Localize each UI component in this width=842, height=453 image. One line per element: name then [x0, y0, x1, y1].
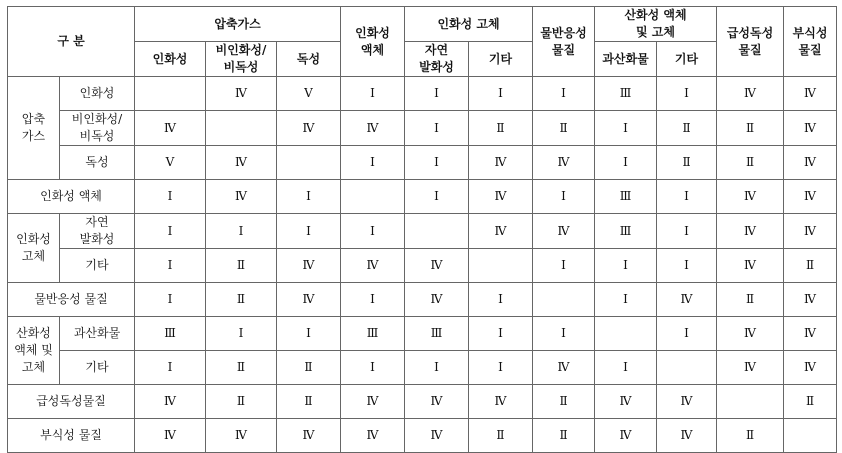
table-cell: Ⅰ: [595, 111, 657, 146]
acute-toxic-header: 급성독성 물질: [717, 7, 784, 77]
table-cell: Ⅰ: [533, 180, 595, 214]
table-cell: Ⅳ: [341, 419, 405, 453]
category-header: 구 분: [8, 7, 135, 77]
group-label: 물반응성 물질: [8, 283, 135, 317]
table-cell: Ⅱ: [206, 351, 277, 385]
table-cell: Ⅰ: [135, 249, 206, 283]
group-label: 압축 가스: [8, 77, 60, 180]
table-row: [8, 419, 837, 453]
table-cell: Ⅳ: [784, 283, 837, 317]
table-cell: Ⅳ: [469, 180, 533, 214]
table-cell: Ⅰ: [469, 77, 533, 111]
table-cell: Ⅳ: [469, 385, 533, 419]
table-cell: Ⅰ: [135, 180, 206, 214]
table-cell: Ⅰ: [206, 214, 277, 249]
table-cell: Ⅳ: [277, 419, 341, 453]
table-cell: Ⅰ: [657, 214, 717, 249]
table-row: [8, 249, 837, 283]
table-cell: Ⅳ: [657, 419, 717, 453]
table-cell: [533, 283, 595, 317]
table-cell: Ⅲ: [595, 77, 657, 111]
table-cell: Ⅳ: [405, 283, 469, 317]
sub-header-other2: 기타: [657, 42, 717, 77]
table-cell: Ⅰ: [533, 317, 595, 351]
table-cell: Ⅳ: [533, 214, 595, 249]
table-cell: Ⅰ: [206, 317, 277, 351]
table-cell: Ⅰ: [405, 146, 469, 180]
table-cell: Ⅰ: [657, 180, 717, 214]
table-cell: Ⅱ: [206, 283, 277, 317]
table-cell: Ⅳ: [784, 77, 837, 111]
table-cell: Ⅰ: [405, 111, 469, 146]
table-cell: [784, 419, 837, 453]
table-cell: Ⅳ: [277, 249, 341, 283]
corrosive-header: 부식성 물질: [784, 7, 837, 77]
table-cell: Ⅱ: [657, 111, 717, 146]
table-cell: Ⅱ: [533, 419, 595, 453]
flammable-solid-header: 인화성 고체: [405, 7, 533, 42]
sub-header-toxic: 독성: [277, 42, 341, 77]
table-cell: Ⅱ: [206, 385, 277, 419]
table-cell: Ⅳ: [206, 146, 277, 180]
header-row-1: [8, 7, 837, 42]
sub-header-flammable: 인화성: [135, 42, 206, 77]
table-cell: Ⅳ: [595, 385, 657, 419]
table-cell: Ⅱ: [657, 146, 717, 180]
table-cell: Ⅱ: [533, 111, 595, 146]
compatibility-table: [7, 6, 837, 453]
table-row: [8, 317, 837, 351]
table-cell: Ⅲ: [135, 317, 206, 351]
table-cell: Ⅰ: [469, 317, 533, 351]
table-cell: Ⅳ: [135, 419, 206, 453]
table-cell: Ⅱ: [784, 385, 837, 419]
table-cell: Ⅳ: [784, 146, 837, 180]
table-cell: Ⅰ: [135, 214, 206, 249]
table-cell: Ⅰ: [341, 77, 405, 111]
table-cell: Ⅲ: [595, 180, 657, 214]
table-cell: [595, 317, 657, 351]
table-cell: Ⅱ: [784, 249, 837, 283]
table-cell: Ⅰ: [341, 214, 405, 249]
oxidizer-header: 산화성 액체 및 고체: [595, 7, 717, 42]
table-cell: Ⅰ: [469, 283, 533, 317]
group-label: 인화성 고체: [8, 214, 60, 283]
table-cell: Ⅳ: [277, 283, 341, 317]
table-cell: Ⅳ: [405, 385, 469, 419]
table-cell: Ⅰ: [469, 351, 533, 385]
table-cell: [405, 214, 469, 249]
water-reactive-header: 물반응성 물질: [533, 7, 595, 77]
table-row: [8, 283, 837, 317]
table-row: [8, 77, 837, 111]
table-cell: Ⅳ: [717, 351, 784, 385]
table-cell: Ⅴ: [277, 77, 341, 111]
table-cell: Ⅳ: [206, 419, 277, 453]
table-cell: [469, 249, 533, 283]
group-label: 부식성 물질: [8, 419, 135, 453]
table-cell: Ⅳ: [135, 111, 206, 146]
row-label: 기타: [60, 351, 135, 385]
table-cell: Ⅰ: [533, 249, 595, 283]
table-cell: Ⅰ: [341, 146, 405, 180]
table-row: [8, 385, 837, 419]
table-cell: Ⅴ: [135, 146, 206, 180]
table-cell: Ⅳ: [595, 419, 657, 453]
table-cell: Ⅳ: [657, 385, 717, 419]
table-cell: Ⅳ: [277, 111, 341, 146]
sub-header-nonflammable: 비인화성/ 비독성: [206, 42, 277, 77]
table-row: [8, 180, 837, 214]
table-cell: Ⅰ: [595, 249, 657, 283]
table-cell: Ⅰ: [595, 351, 657, 385]
table-cell: Ⅳ: [135, 385, 206, 419]
row-label: 기타: [60, 249, 135, 283]
table-cell: Ⅲ: [341, 317, 405, 351]
table-cell: Ⅳ: [533, 351, 595, 385]
table-cell: [206, 111, 277, 146]
table-cell: [341, 180, 405, 214]
table-cell: Ⅲ: [405, 317, 469, 351]
table-cell: Ⅰ: [657, 317, 717, 351]
table-cell: Ⅳ: [206, 77, 277, 111]
table-cell: Ⅲ: [595, 214, 657, 249]
table-cell: Ⅰ: [657, 77, 717, 111]
table-cell: Ⅱ: [717, 146, 784, 180]
table-cell: Ⅰ: [405, 77, 469, 111]
row-label: 과산화물: [60, 317, 135, 351]
table-row: [8, 214, 837, 249]
table-row: [8, 111, 837, 146]
row-label: 비인화성/ 비독성: [60, 111, 135, 146]
table-cell: Ⅳ: [717, 317, 784, 351]
table-cell: Ⅳ: [405, 419, 469, 453]
table-cell: Ⅱ: [206, 249, 277, 283]
table-cell: Ⅱ: [717, 111, 784, 146]
table-cell: Ⅰ: [135, 351, 206, 385]
sub-header-self-ignition: 자연 발화성: [405, 42, 469, 77]
table-cell: Ⅳ: [784, 180, 837, 214]
group-label: 급성독성물질: [8, 385, 135, 419]
table-cell: Ⅰ: [595, 283, 657, 317]
table-cell: Ⅰ: [405, 351, 469, 385]
table-cell: Ⅳ: [533, 146, 595, 180]
table-cell: Ⅳ: [784, 317, 837, 351]
table-cell: Ⅳ: [784, 111, 837, 146]
table-cell: Ⅰ: [277, 214, 341, 249]
table-cell: Ⅳ: [405, 249, 469, 283]
table-cell: [135, 77, 206, 111]
row-label: 인화성: [60, 77, 135, 111]
table-cell: Ⅳ: [341, 249, 405, 283]
table-cell: Ⅰ: [595, 146, 657, 180]
sub-header-peroxide: 과산화물: [595, 42, 657, 77]
group-label: 산화성 액체 및 고체: [8, 317, 60, 385]
table-cell: [277, 146, 341, 180]
flammable-liquid-header: 인화성 액체: [341, 7, 405, 77]
table-cell: Ⅱ: [469, 419, 533, 453]
group-label: 인화성 액체: [8, 180, 135, 214]
table-cell: Ⅱ: [533, 385, 595, 419]
table-cell: Ⅰ: [341, 283, 405, 317]
table-cell: Ⅳ: [784, 351, 837, 385]
table-cell: Ⅳ: [717, 77, 784, 111]
table-cell: Ⅳ: [341, 111, 405, 146]
table-cell: Ⅰ: [277, 317, 341, 351]
sub-header-other: 기타: [469, 42, 533, 77]
table-cell: Ⅳ: [717, 214, 784, 249]
row-label: 독성: [60, 146, 135, 180]
compressed-gas-header: 압축가스: [135, 7, 341, 42]
table-cell: Ⅱ: [469, 111, 533, 146]
row-label: 자연 발화성: [60, 214, 135, 249]
table-cell: Ⅳ: [717, 180, 784, 214]
table-cell: [717, 385, 784, 419]
table-cell: Ⅳ: [469, 214, 533, 249]
table-cell: Ⅰ: [533, 77, 595, 111]
table-cell: Ⅱ: [717, 283, 784, 317]
table-cell: Ⅳ: [469, 146, 533, 180]
table-row: [8, 146, 837, 180]
table-cell: Ⅳ: [206, 180, 277, 214]
table-cell: Ⅳ: [717, 249, 784, 283]
table-cell: [657, 351, 717, 385]
table-cell: Ⅰ: [657, 249, 717, 283]
table-cell: Ⅳ: [657, 283, 717, 317]
table-cell: Ⅰ: [341, 351, 405, 385]
table-cell: Ⅳ: [784, 214, 837, 249]
compatibility-table-container: [7, 6, 837, 453]
table-cell: Ⅰ: [135, 283, 206, 317]
table-cell: Ⅰ: [405, 180, 469, 214]
table-cell: Ⅰ: [277, 180, 341, 214]
table-cell: Ⅳ: [341, 385, 405, 419]
table-row: [8, 351, 837, 385]
table-cell: Ⅱ: [277, 351, 341, 385]
table-cell: Ⅱ: [277, 385, 341, 419]
table-cell: Ⅱ: [717, 419, 784, 453]
